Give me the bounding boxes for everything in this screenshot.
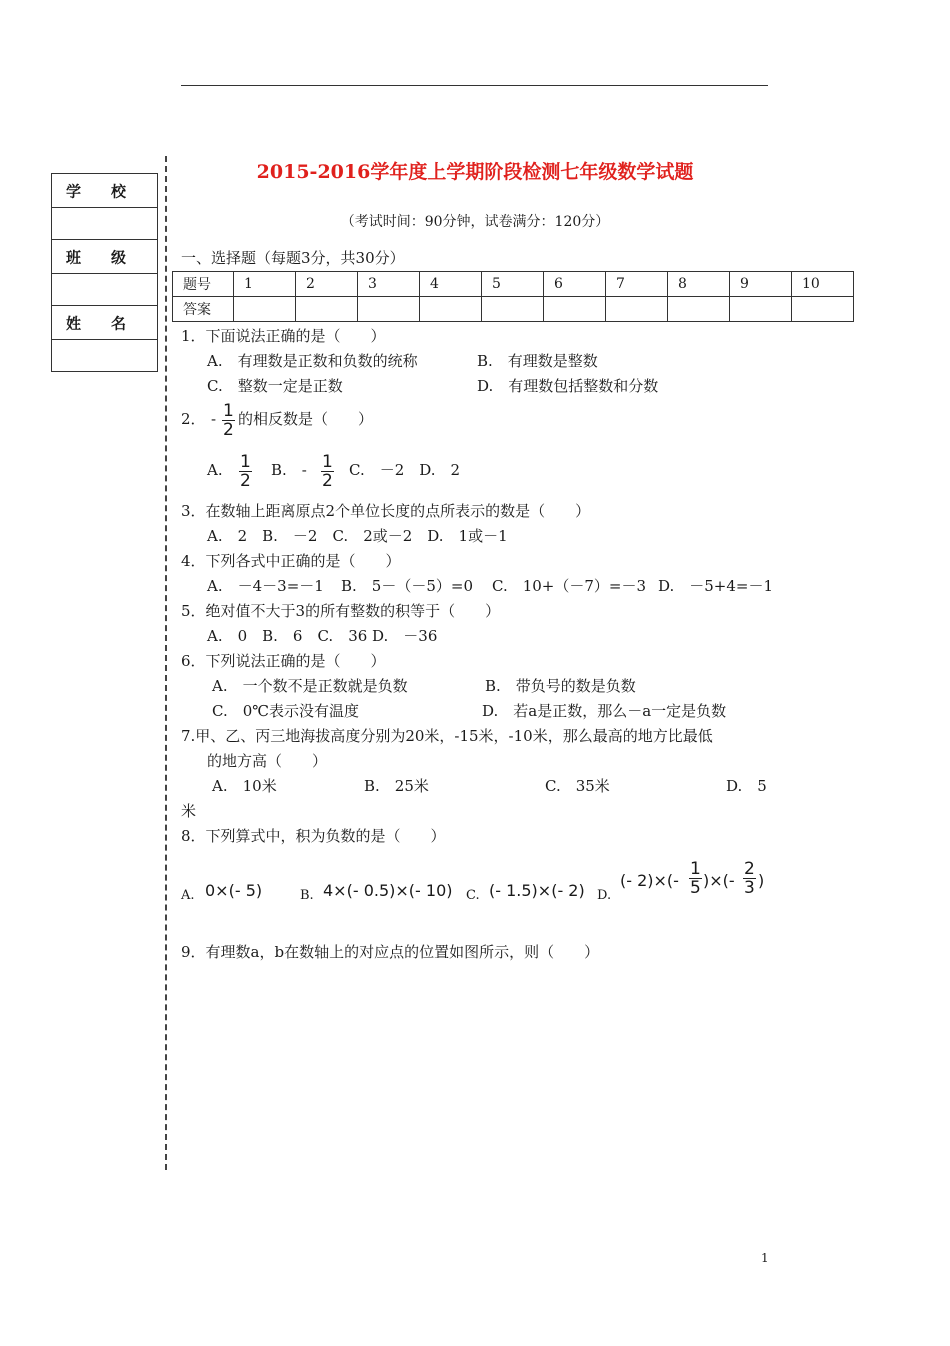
fraction-numerator: 1 [690,859,701,879]
q7-option-b: B. 25米 [364,777,429,795]
q2-option-a-label: A. [207,461,223,479]
name-label: 姓 名 [66,314,127,332]
fraction-numerator: 1 [322,452,333,472]
table-cell: 6 [544,272,606,297]
answer-cell[interactable] [482,297,544,322]
q1-option-c: C. 整数一定是正数 [207,377,343,395]
q2-option-b-label: B. - [271,461,307,479]
q6-option-d: D. 若a是正数，那么－a一定是负数 [482,702,727,720]
q6-option-b: B. 带负号的数是负数 [485,677,636,695]
q2-options-rest: C. －2 D. 2 [349,461,461,479]
q7-stem-line1: 7.甲、乙、丙三地海拔高度分别为20米，-15米，-10米，那么最高的地方比最低 [181,727,713,745]
q2-minus: - [211,410,217,428]
table-row [173,272,854,297]
class-label: 班 级 [66,248,127,266]
q8-option-b-label: B. [300,888,314,903]
q8-option-d-expr-part2: )×(- [703,871,735,890]
table-row [173,297,854,322]
table-cell: 8 [668,272,730,297]
q8-option-d-fraction-2 [743,860,756,897]
section-heading: 一、选择题（每题3分，共30分） [181,249,405,267]
q5-options: A. 0 B. 6 C. 36 D. －36 [207,627,438,645]
answer-cell[interactable] [730,297,792,322]
q6-option-a: A. 一个数不是正数就是负数 [212,677,408,695]
q6-stem: 6．下列说法正确的是（ ） [181,652,386,670]
q2-option-b-fraction [321,453,334,490]
header-rule [181,85,768,86]
table-cell: 5 [482,272,544,297]
fraction-denominator: 2 [223,420,234,440]
q8-option-d-expr-part3: ) [758,871,765,890]
table-cell: 1 [234,272,296,297]
answer-cell[interactable] [234,297,296,322]
fraction-numerator: 2 [744,859,755,879]
q2-option-a-fraction [239,453,252,490]
q8-option-c-label: C. [466,888,480,903]
q9-stem: 9．有理数a，b在数轴上的对应点的位置如图所示，则（ ） [181,943,600,961]
class-field[interactable] [52,274,157,306]
table-header-cell: 题号 [173,272,234,297]
q8-stem: 8．下列算式中，积为负数的是（ ） [181,827,446,845]
fraction-denominator: 5 [690,878,701,898]
q2-prefix: 2． [181,410,206,428]
q8-option-a-expr: 0×(- 5) [205,881,263,900]
table-header-cell: 答案 [173,297,234,322]
binding-dashed-line [165,156,167,1170]
student-info-box [51,173,158,372]
answer-cell[interactable] [792,297,854,322]
q8-option-d-expr-part1: (- 2)×(- [620,871,679,890]
q5-stem: 5．绝对值不大于3的所有整数的积等于（ ） [181,602,501,620]
fraction-numerator: 1 [223,401,234,421]
exam-subtitle: （考试时间：90分钟，试卷满分：120分） [340,214,610,230]
q8-option-d-label: D. [597,888,612,903]
q7-option-c: C. 35米 [545,777,610,795]
page-number: 1 [761,1251,769,1265]
fraction-denominator: 2 [322,471,333,491]
q3-stem: 3．在数轴上距离原点2个单位长度的点所表示的数是（ ） [181,502,591,520]
fraction-denominator: 2 [240,471,251,491]
answer-cell[interactable] [544,297,606,322]
q1-option-d: D. 有理数包括整数和分数 [477,377,659,395]
answer-cell[interactable] [420,297,482,322]
table-cell: 10 [792,272,854,297]
q1-option-a: A. 有理数是正数和负数的统称 [207,352,418,370]
q6-option-c: C. 0℃表示没有温度 [212,702,360,720]
q2-stem: 的相反数是（ ） [238,410,374,428]
q4-option-d: D. －5+4=－1 [658,577,774,595]
q7-option-d: D. 5 [726,777,767,795]
q4-stem: 4．下列各式中正确的是（ ） [181,552,401,570]
answer-cell[interactable] [358,297,420,322]
school-label: 学 校 [66,182,127,200]
q8-option-a-label: A. [181,888,195,903]
name-label-cell [52,306,157,340]
q4-option-c: C. 10+（－7）=－3 [492,577,647,595]
answer-cell[interactable] [668,297,730,322]
fraction-denominator: 3 [744,878,755,898]
answer-cell[interactable] [606,297,668,322]
answer-cell[interactable] [296,297,358,322]
class-label-cell [52,240,157,274]
q8-option-b-expr: 4×(- 0.5)×(- 10) [323,881,453,900]
table-cell: 9 [730,272,792,297]
q2-fraction [222,402,235,439]
q4-option-b: B. 5－（－5）=0 [341,577,473,595]
q7-stem-line2: 的地方高（ ） [207,752,328,770]
q8-option-d-fraction-1 [689,860,702,897]
q1-stem: 1．下面说法正确的是（ ） [181,327,386,345]
table-cell: 7 [606,272,668,297]
q7-option-a: A. 10米 [212,777,277,795]
q7-option-d-unit: 米 [181,802,197,820]
table-cell: 2 [296,272,358,297]
q1-option-b: B. 有理数是整数 [477,352,598,370]
q3-options: A. 2 B. －2 C. 2或－2 D. 1或－1 [207,527,508,545]
fraction-numerator: 1 [240,452,251,472]
name-field[interactable] [52,340,157,371]
table-cell: 3 [358,272,420,297]
q4-option-a: A. －4－3=－1 [207,577,324,595]
answer-table [172,271,854,322]
q8-option-c-expr: (- 1.5)×(- 2) [489,881,585,900]
table-cell: 4 [420,272,482,297]
exam-title: 2015-2016学年度上学期阶段检测七年级数学试题 [256,161,694,183]
